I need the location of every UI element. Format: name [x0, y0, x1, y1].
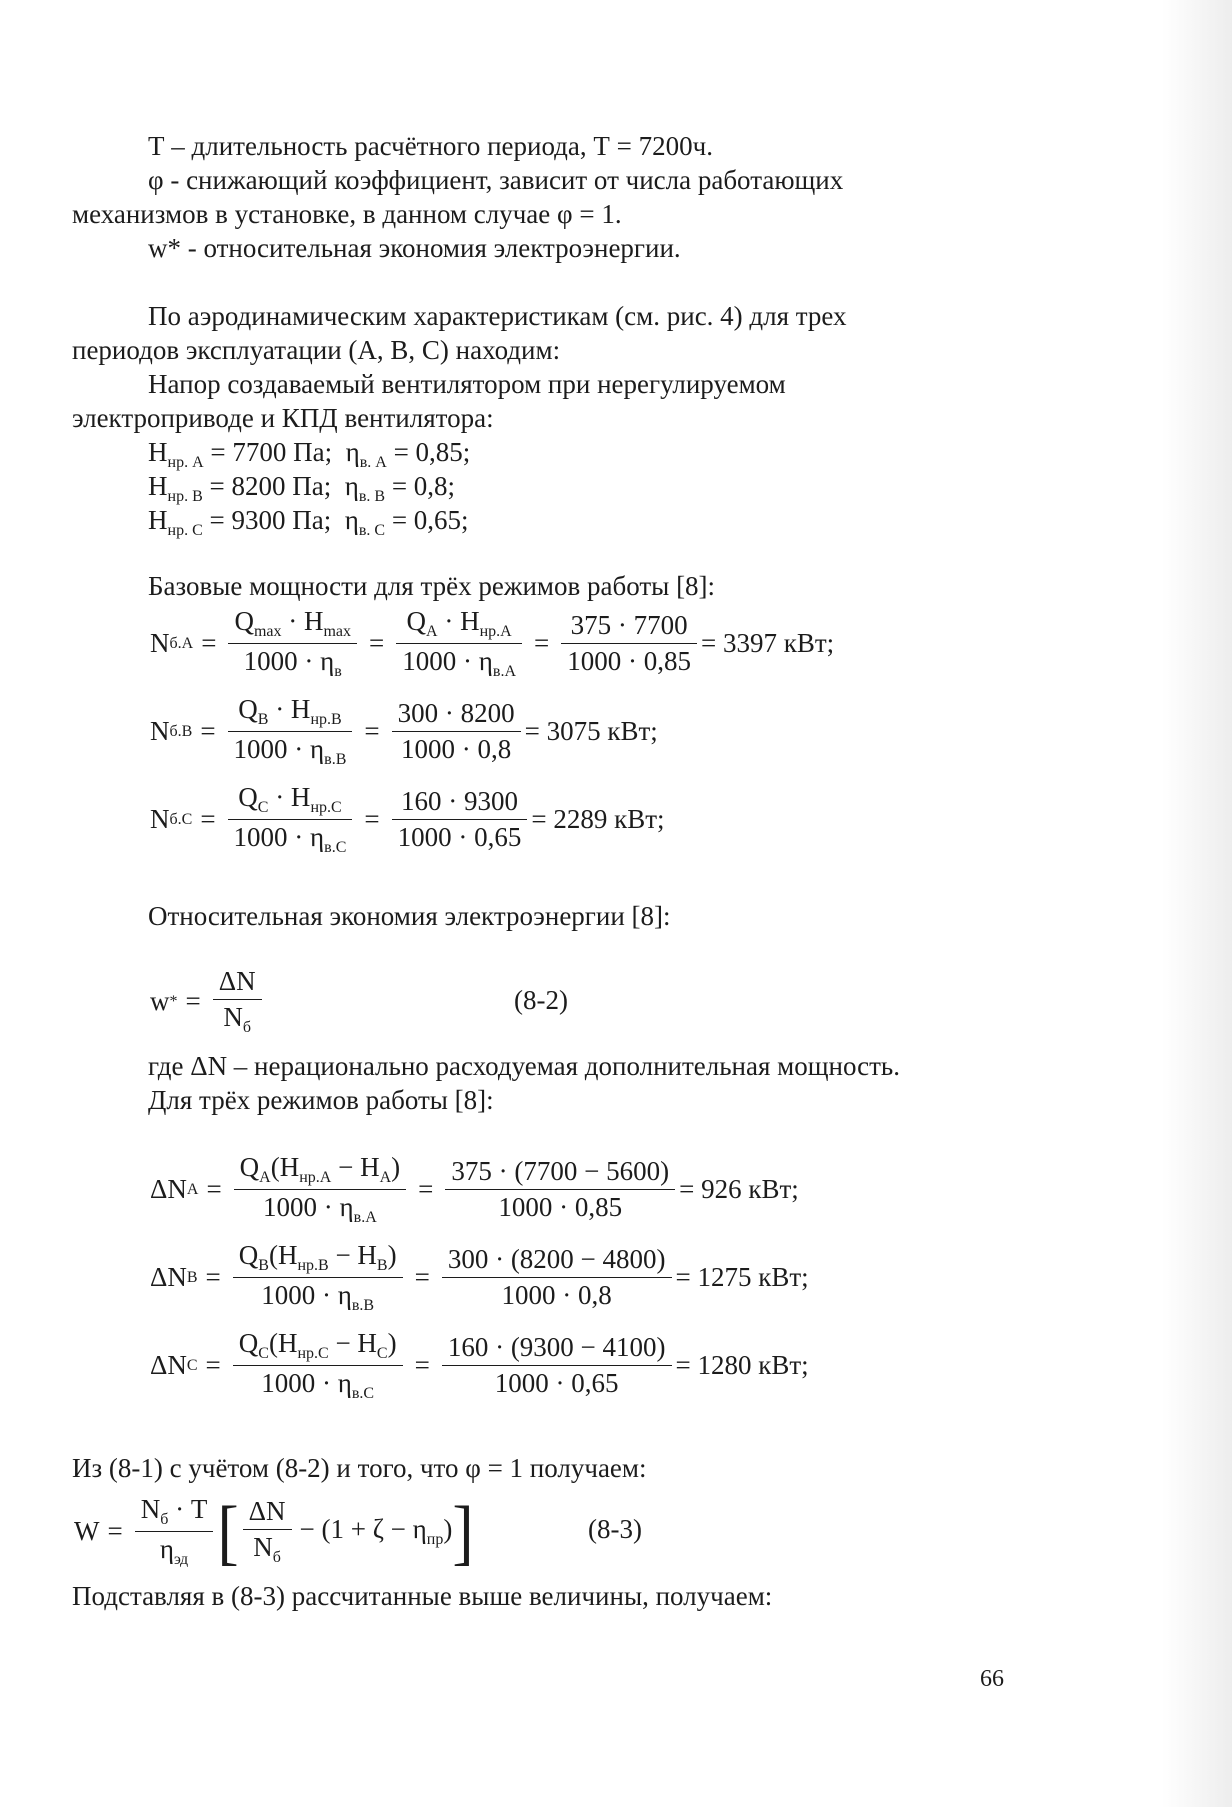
fraction: $\frac{Q_C \cdot H_{нр.С}}{1000 \cdot \eta_{в.С}}$: [228, 782, 353, 857]
fraction: $\frac{Q_B(H_{нр.В} - H_B)}{1000 \cdot \eta_{в.В}}$: [233, 1240, 403, 1315]
text-line: Подставляя в (8-3) рассчитанные выше величины, получаем:: [72, 1581, 773, 1611]
fraction: $\frac{300 \cdot 8200}{1000 \cdot 0,8}$: [392, 698, 521, 765]
fraction: $\frac{300 \cdot (8200 - 4800)}{1000 \cdot 0,8}$: [442, 1244, 672, 1311]
section-heading: Базовые мощности для трёх режимов работы [8]:: [148, 571, 716, 601]
equation-final: W = $\frac{N_б \cdot T}{\eta_{эд}}$ [ $\frac{\Delta N}{N_б}$ − $(1 + \zeta - \eta_{пр})$ ]: [74, 1490, 474, 1572]
fraction: $\frac{Q_{max} \cdot H_{max}}{1000 \cdot \eta_в}$: [228, 606, 357, 681]
equation-base-power-c: N б.С = $\frac{Q_C \cdot H_{нр.С}}{1000 \cdot \eta_{в.С}}$ = $\frac{160 \cdot 9300}{1000 \cdot 0,65}$ = 2289 кВт;: [150, 782, 665, 856]
left-bracket: [: [217, 1490, 239, 1572]
equation-base-power-a: N б.А = $\frac{Q_{max} \cdot H_{max}}{1000 \cdot \eta_в}$ = $\frac{Q_A \cdot H_{нр.А}}{1000 \cdot \eta_{в.А}}$ = $\frac{375 \cdot 7700}{1000 \cdot 0,85}$ = 3397 кВт;: [150, 606, 835, 680]
fraction: $\frac{160 \cdot 9300}{1000 \cdot 0,65}$: [392, 786, 528, 853]
fraction: $\frac{375 \cdot 7700}{1000 \cdot 0,85}$: [561, 610, 697, 677]
text-line: Для трёх режимов работы [8]:: [148, 1085, 494, 1115]
text-line: Т – длительность расчётного периода, Т = 7200ч.: [148, 131, 713, 161]
fraction: $\frac{160 \cdot (9300 - 4100)}{1000 \cdot 0,65}$: [442, 1332, 672, 1399]
fraction: $\frac{375 \cdot (7700 - 5600)}{1000 \cdot 0,85}$: [445, 1156, 675, 1223]
equation-number: (8-2): [514, 985, 568, 1015]
equation-delta-power-c: ΔN C = $\frac{Q_C(H_{нр.С} - H_C)}{1000 \cdot \eta_{в.С}}$ = $\frac{160 \cdot (9300 - 4100)}{1000 \cdot 0,65}$ = 1280 кВт;: [150, 1328, 809, 1402]
fraction: $\frac{Q_A \cdot H_{нр.А}}{1000 \cdot \eta_{в.А}}$: [396, 606, 522, 681]
fraction: $\frac{Q_B \cdot H_{нр.В}}{1000 \cdot \eta_{в.В}}$: [228, 694, 353, 769]
text-line: где ΔN – нерационально расходуемая дополнительная мощность.: [148, 1051, 900, 1081]
head-line-b: $H_{нр. В} = 8200$ Па; $\eta_{в. В} = 0,8$;: [148, 471, 456, 505]
fraction: $\frac{Q_C(H_{нр.С} - H_C)}{1000 \cdot \eta_{в.С}}$: [233, 1328, 403, 1403]
text-line: w* - относительная экономия электроэнергии.: [148, 233, 681, 263]
right-bracket: ]: [452, 1490, 474, 1572]
equation-delta-power-b: ΔN B = $\frac{Q_B(H_{нр.В} - H_B)}{1000 \cdot \eta_{в.В}}$ = $\frac{300 \cdot (8200 - 4800)}{1000 \cdot 0,8}$ = 1275 кВт;: [150, 1240, 809, 1314]
text-line: электроприводе и КПД вентилятора:: [72, 403, 494, 433]
text-line: Из (8-1) с учётом (8-2) и того, что φ = 1 получаем:: [72, 1453, 647, 1483]
fraction: $\frac{\Delta N}{N_б}$: [243, 1496, 292, 1567]
head-line-a: $H_{нр. А} = 7700$ Па; $\eta_{в. А} = 0,85$;: [148, 437, 471, 471]
text-line: По аэродинамическим характеристикам (см. рис. 4) для трех: [148, 301, 847, 331]
text-line: φ - снижающий коэффициент, зависит от числа работающих: [148, 165, 844, 195]
equation-relative-saving: w * = $\frac{\Delta N}{N_б}$: [150, 966, 266, 1037]
text-line: механизмов в установке, в данном случае φ = 1.: [72, 199, 622, 229]
text-line: периодов эксплуатации (А, В, С) находим:: [72, 335, 561, 365]
fraction: $\frac{Q_A(H_{нр.А} - H_A)}{1000 \cdot \eta_{в.А}}$: [234, 1152, 406, 1227]
fraction: $\frac{\Delta N}{N_б}$: [213, 966, 262, 1037]
equation-base-power-b: N б.В = $\frac{Q_B \cdot H_{нр.В}}{1000 \cdot \eta_{в.В}}$ = $\frac{300 \cdot 8200}{1000 \cdot 0,8}$ = 3075 кВт;: [150, 694, 658, 768]
text-line: Напор создаваемый вентилятором при нерегулируемом: [148, 369, 786, 399]
scan-edge-shadow: [1162, 0, 1232, 1807]
equation-number: (8-3): [588, 1514, 642, 1544]
fraction: $\frac{N_б \cdot T}{\eta_{эд}}$: [135, 1494, 214, 1569]
section-heading: Относительная экономия электроэнергии [8]:: [148, 901, 671, 931]
head-line-c: $H_{нр. С} = 9300$ Па; $\eta_{в. С} = 0,65$;: [148, 505, 469, 539]
page-number: 66: [980, 1666, 1004, 1692]
equation-delta-power-a: ΔN A = $\frac{Q_A(H_{нр.А} - H_A)}{1000 \cdot \eta_{в.А}}$ = $\frac{375 \cdot (7700 - 5600)}{1000 \cdot 0,85}$ = 926 кВт;: [150, 1152, 799, 1226]
